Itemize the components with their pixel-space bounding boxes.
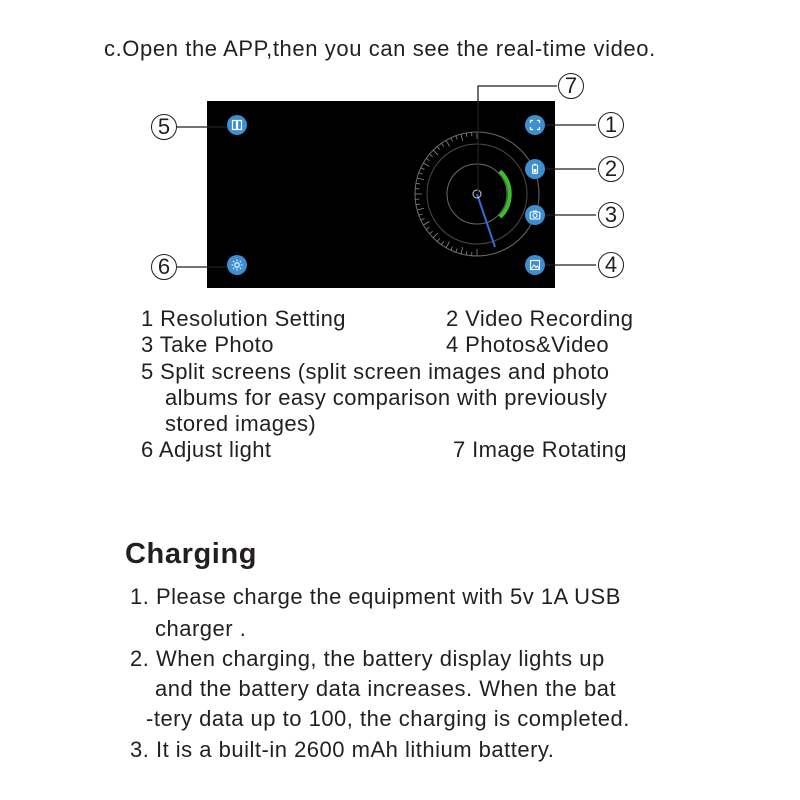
legend-take-photo: 3 Take Photo bbox=[141, 332, 274, 357]
charging-line-6: 3. It is a built-in 2600 mAh lithium battery. bbox=[130, 737, 555, 762]
charging-line-4: and the battery data increases. When the bat bbox=[155, 676, 617, 701]
callout-5: 5 bbox=[151, 114, 177, 140]
charging-line-5: -tery data up to 100, the charging is completed. bbox=[146, 706, 630, 731]
callout-4: 4 bbox=[598, 252, 624, 278]
callout-7: 7 bbox=[558, 73, 584, 99]
callout-6: 6 bbox=[151, 254, 177, 280]
callout-1: 1 bbox=[598, 112, 624, 138]
legend-resolution-setting: 1 Resolution Setting bbox=[141, 306, 346, 331]
charging-line-1: 1. Please charge the equipment with 5v 1A USB bbox=[130, 584, 621, 609]
intro-text: c.Open the APP,then you can see the real-time video. bbox=[104, 36, 656, 61]
callout-3: 3 bbox=[598, 202, 624, 228]
legend-split-screens-line3: stored images) bbox=[165, 411, 317, 436]
legend-image-rotating: 7 Image Rotating bbox=[453, 437, 627, 462]
legend-photos-video: 4 Photos&Video bbox=[446, 332, 609, 357]
charging-line-2: charger . bbox=[155, 616, 247, 641]
legend-adjust-light: 6 Adjust light bbox=[141, 437, 272, 462]
charging-heading: Charging bbox=[125, 538, 258, 570]
charging-line-3: 2. When charging, the battery display lights up bbox=[130, 646, 605, 671]
legend-split-screens-line2: albums for easy comparison with previously bbox=[165, 385, 608, 410]
legend-video-recording: 2 Video Recording bbox=[446, 306, 634, 331]
callout-2: 2 bbox=[598, 156, 624, 182]
legend-split-screens: 5 Split screens (split screen images and photo bbox=[141, 359, 610, 384]
